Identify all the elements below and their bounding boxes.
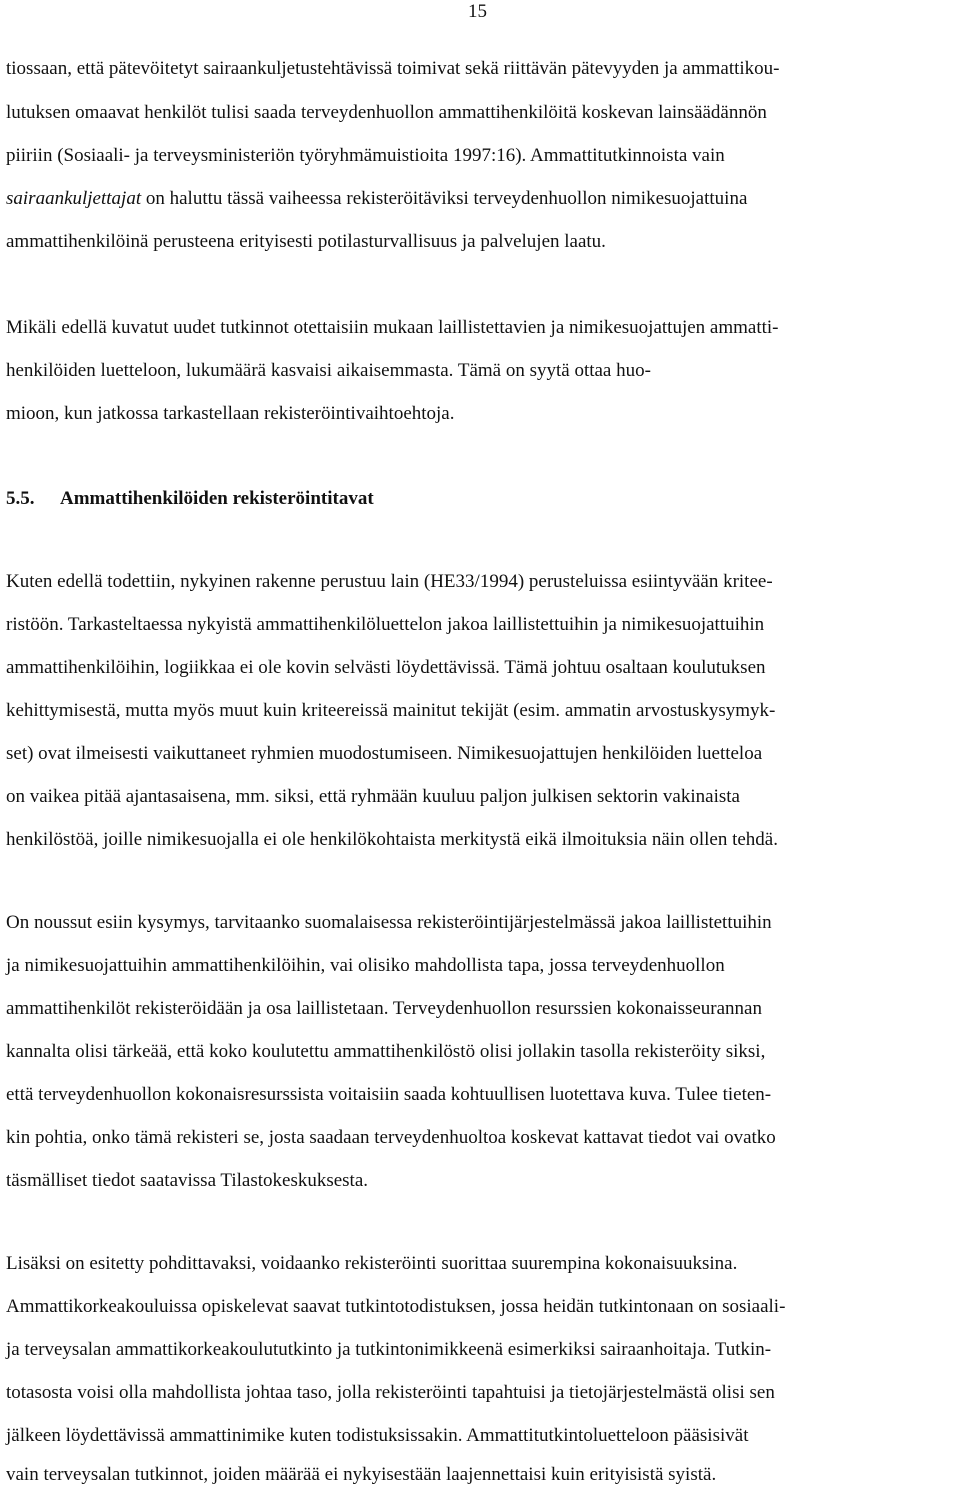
text-line: kin pohtia, onko tämä rekisteri se, josta saadaan terveydenhuoltoa koskevat kattavat tiedot vai ovatko [6, 1127, 776, 1148]
text-line: Kuten edellä todettiin, nykyinen rakenne perustuu lain (HE33/1994) perusteluissa esiintyvään kritee- [6, 571, 773, 592]
text-line: henkilöiden luetteloon, lukumäärä kasvaisi aikaisemmasta. Tämä on syytä ottaa huo- [6, 360, 651, 381]
page-number: 15 [468, 1, 487, 22]
text-line: ristöön. Tarkasteltaessa nykyistä ammattihenkilöluettelon jakoa laillistettuihin ja nimikesuojattuihin [6, 614, 765, 635]
text-line: ammattihenkilöihin, logiikkaa ei ole kovin selvästi löydettävissä. Tämä johtuu osaltaan koulutuksen [6, 657, 766, 678]
text-line: mioon, kun jatkossa tarkastellaan rekisteröintivaihtoehtoja. [6, 403, 455, 424]
text-line: totasosta voisi olla mahdollista johtaa taso, jolla rekisteröinti tapahtuisi ja tietojärjestelmästä olisi sen [6, 1382, 775, 1403]
text-line: vain terveysalan tutkinnot, joiden määrää ei nykyisestään laajennettaisi kuin erityisistä syistä. [6, 1464, 717, 1485]
section-heading [6, 487, 374, 511]
text-line: Ammattikorkeakouluissa opiskelevat saavat tutkintotodistuksen, jossa heidän tutkintonaan on sosiaali- [6, 1296, 786, 1317]
text-line: on vaikea pitää ajantasaisena, mm. siksi, että ryhmään kuuluu paljon julkisen sektorin vakinaista [6, 786, 740, 807]
text-line: kehittymisestä, mutta myös muut kuin kriteereissä mainitut tekijät (esim. ammatin arvostuskysymyk- [6, 700, 776, 721]
text-line: täsmälliset tiedot saatavissa Tilastokeskuksesta. [6, 1170, 369, 1191]
text-span: on haluttu tässä vaiheessa rekisteröitäviksi terveydenhuollon nimikesuojattuina [141, 188, 748, 209]
text-line: jälkeen löydettävissä ammattinimike kuten todistuksissakin. Ammattitutkintoluetteloon pääsisivät [6, 1425, 749, 1446]
text-line: On noussut esiin kysymys, tarvitaanko suomalaisessa rekisteröintijärjestelmässä jakoa laillistettuihin [6, 912, 772, 933]
text-line: Mikäli edellä kuvatut uudet tutkinnot otettaisiin mukaan laillistettavien ja nimikesuojattujen ammatti- [6, 317, 779, 338]
text-line [6, 187, 747, 211]
text-line: lutuksen omaavat henkilöt tulisi saada terveydenhuollon ammattihenkilöitä koskevan lainsäädännön [6, 102, 767, 123]
text-line: ammattihenkilöinä perusteena erityisesti potilasturvallisuus ja palvelujen laatu. [6, 231, 606, 252]
text-line: tiossaan, että pätevöitetyt sairaankuljetustehtävissä toimivat sekä riittävän pätevyyden ja ammattikou- [6, 58, 780, 79]
text-line: henkilöstöä, joille nimikesuojalla ei ole henkilökohtaista merkitystä eikä ilmoituksia näin ollen tehdä. [6, 829, 778, 850]
text-line: ja terveysalan ammattikorkeakoulututkinto ja tutkintonimikkeenä esimerkiksi sairaanhoitaja. Tutkin- [6, 1339, 772, 1360]
section-number: 5.5. [6, 488, 35, 509]
text-line: piiriin (Sosiaali- ja terveysministeriön työryhmämuistioita 1997:16). Ammattitutkinnoista vain [6, 145, 725, 166]
text-line: ammattihenkilöt rekisteröidään ja osa laillistetaan. Terveydenhuollon resurssien kokonaisseurannan [6, 998, 762, 1019]
italic-term: sairaankuljettajat [6, 188, 142, 209]
text-line: ja nimikesuojattuihin ammattihenkilöihin, vai olisiko mahdollista tapa, jossa terveydenhuollon [6, 955, 725, 976]
text-line: että terveydenhuollon kokonaisresurssista voitaisiin saada kohtuullisen luotettava kuva. Tulee tieten- [6, 1084, 772, 1105]
section-title: Ammattihenkilöiden rekisteröintitavat [60, 488, 374, 509]
text-line: Lisäksi on esitetty pohdittavaksi, voidaanko rekisteröinti suorittaa suurempina kokonaisuuksina. [6, 1253, 738, 1274]
text-line: set) ovat ilmeisesti vaikuttaneet ryhmien muodostumiseen. Nimikesuojattujen henkilöiden luetteloa [6, 743, 763, 764]
text-line: kannalta olisi tärkeää, että koko koulutettu ammattihenkilöstö olisi jollakin tasolla rekisteröity siksi, [6, 1041, 766, 1062]
